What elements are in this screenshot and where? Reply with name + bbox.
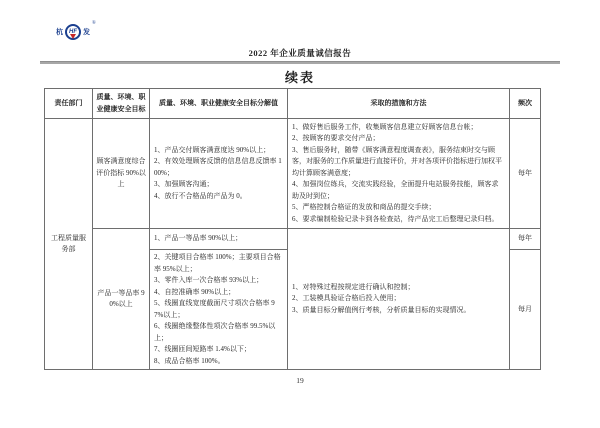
logo-right-char: 发 [83, 29, 90, 36]
list-item: 1、做好售后服务工作，收集顾客信息建立好顾客信息台帐； [292, 122, 478, 131]
hf-letters: HF [69, 29, 77, 35]
list-item: 1、产品一等品率 90%以上； [154, 234, 243, 243]
list-item: 3、质量目标分解值例行考核，分析质量目标的实现情况。 [292, 306, 471, 314]
quality-goals-table [44, 88, 541, 370]
page-title: 续表 [284, 70, 315, 85]
breakdown-cell-satisfaction [150, 119, 288, 229]
list-item: 4、自控准确率 90%以上； [154, 287, 236, 296]
col-header-frequency: 频次 [510, 89, 541, 119]
table-header-row [45, 89, 541, 119]
measures-cell-first-grade [288, 229, 510, 370]
logo-red-wedge-icon [70, 34, 76, 39]
registered-trademark-mark: ® [92, 21, 96, 26]
table-row-first-grade-rate-a [45, 229, 541, 250]
breakdown-cell-first-grade-b [150, 250, 288, 370]
frequency-cell: 每年 [510, 119, 541, 229]
goal-cell-satisfaction: 顾客满意度综合评价指标 90%以上 [93, 119, 150, 229]
list-item: 2、有效处理顾客反馈的信息信息反馈率 100%； [154, 157, 282, 177]
col-header-goal: 质量、环境、职业健康安全目标 [93, 89, 150, 119]
measures-cell-satisfaction [288, 119, 510, 229]
list-item: 7、线圈匝间短路率 1.4%以下； [154, 345, 251, 354]
list-item: 3、加强顾客沟通； [154, 180, 214, 189]
header-divider [40, 61, 560, 64]
company-logo [56, 21, 96, 40]
col-header-breakdown: 质量、环境、职业健康安全目标分解值 [150, 89, 288, 119]
list-item: 2、关键项目合格率 100%；主要项目合格率 95%以上； [154, 253, 281, 273]
hf-emblem-icon [65, 24, 81, 40]
logo-left-char: 杭 [56, 29, 63, 36]
list-item: 5、线圈直线宽度截面尺寸项次合格率 97%以上； [154, 299, 275, 319]
list-item: 8、成品合格率 100%。 [154, 356, 225, 365]
list-item: 1、产品交付顾客满意度达 90%以上； [154, 145, 271, 154]
goal-cell-first-grade: 产品一等品率 90%以上 [93, 229, 150, 370]
col-header-measures: 采取的措施和方法 [288, 89, 510, 119]
list-item: 1、对特殊过程按规定进行确认和控制； [292, 282, 415, 291]
list-item: 5、严格控制合格证的发放和商品的提交手续； [292, 203, 436, 212]
list-item: 4、放行不合格品的产品为 0。 [154, 191, 247, 200]
list-item: 6、线圈绝缘整体性项次合格率 99.5%以上； [154, 322, 276, 342]
list-item: 2、按顾客的要求交付产品； [292, 134, 380, 143]
frequency-cell: 每年 [510, 229, 541, 250]
department-cell: 工程质量服务部 [45, 119, 93, 370]
list-item: 3、售后服务时，随带《顾客满意程度调查表》，服务结束时交与顾客，对服务的工作质量进行直接评价，并对各项评价指标进行加权平均计算顾客满意度； [292, 145, 502, 177]
table-row-customer-satisfaction [45, 119, 541, 229]
breakdown-cell-first-grade-a [150, 229, 288, 250]
page-number: 19 [296, 376, 304, 385]
list-item: 2、工装模具验证合格后投入使用； [292, 294, 401, 303]
col-header-department: 责任部门 [45, 89, 93, 119]
report-header-title: 2022 年企业质量诚信报告 [248, 48, 352, 58]
list-item: 6、要求编制检验记录卡到各检查站，待产品完工后整理记录归档。 [292, 214, 499, 223]
frequency-cell: 每月 [510, 250, 541, 370]
list-item: 4、加强岗位练兵，交流实践经验，全面提升电站服务技能，顾客求助及时到位； [292, 180, 499, 200]
list-item: 3、零件入库一次合格率 93%以上； [154, 276, 264, 285]
